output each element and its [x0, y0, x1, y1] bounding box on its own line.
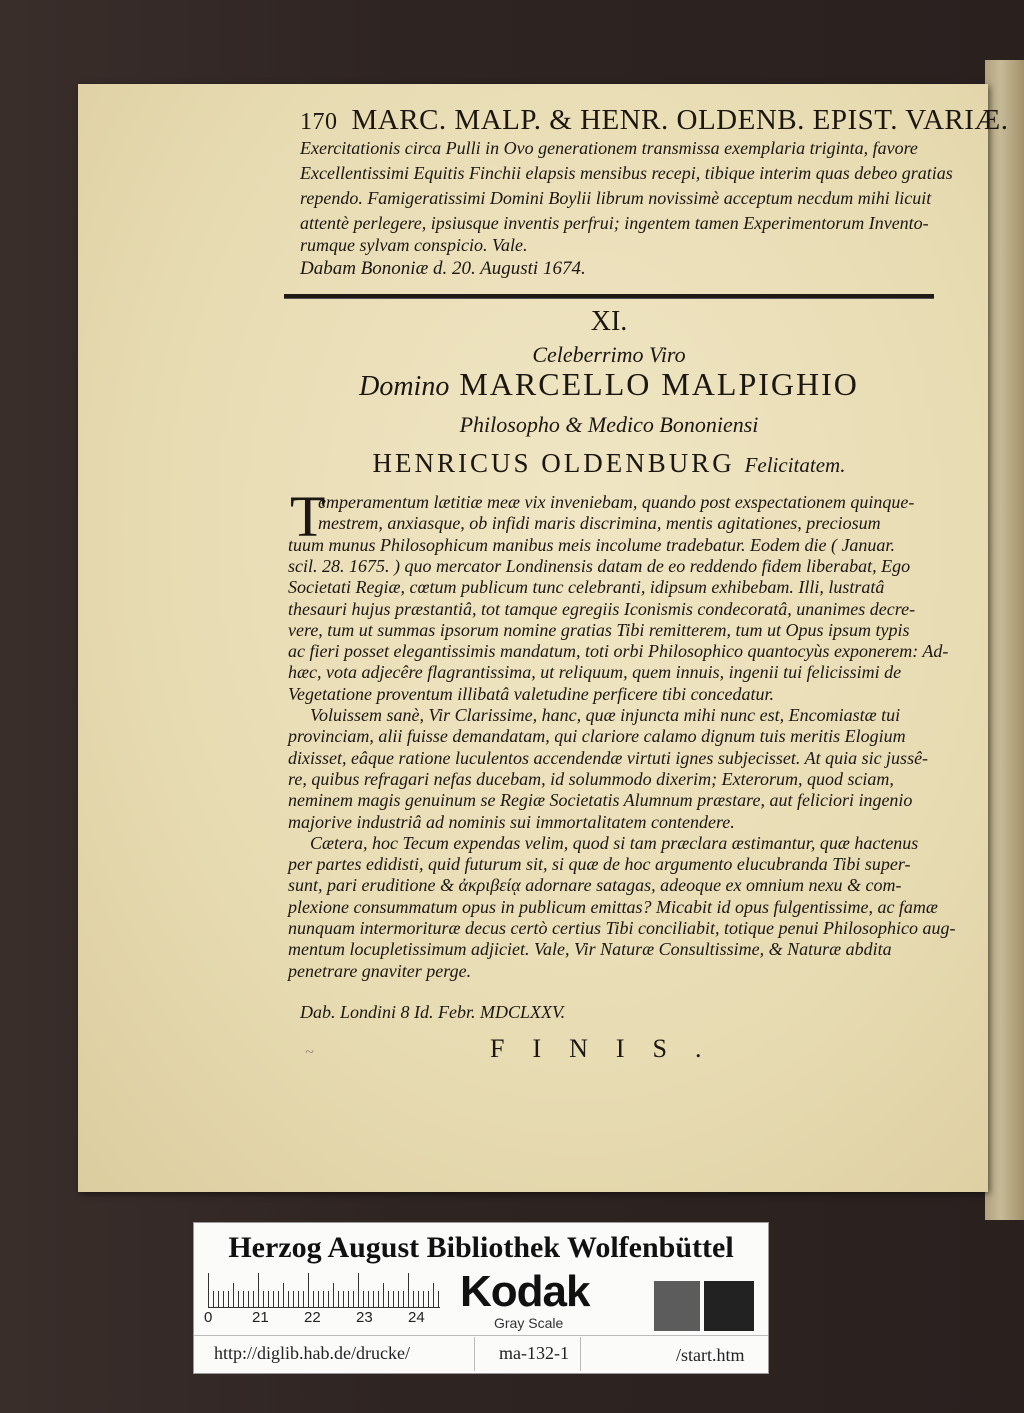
ruler-tick: [383, 1283, 384, 1307]
salutation-line-3: Philosopho & Medico Bononiensi: [459, 412, 759, 437]
ruler-tick: [263, 1291, 264, 1307]
section-rule: [284, 294, 934, 299]
ruler-tick: [283, 1283, 284, 1307]
gray-scale-label: Gray Scale: [494, 1315, 564, 1331]
ruler-tick: [423, 1291, 424, 1307]
text-line: dixisset, eâque ratione luculentos accendendæ virtuti ignes subjecisset. At quia sic jussê-: [288, 747, 929, 768]
ruler-tick: [428, 1291, 429, 1307]
text-line: hæc, vota adjecêre flagrantissima, ut reliquum, quem innuis, ingenii tui felicissimi de: [288, 662, 902, 683]
salutation-domino: Domino: [359, 371, 450, 402]
ruler-tick: [258, 1273, 259, 1307]
ruler-tick: [393, 1291, 394, 1307]
ruler-tick: [318, 1291, 319, 1307]
salutation-line-1: Celeberrimo Viro: [532, 342, 686, 367]
ruler-tick: [278, 1291, 279, 1307]
ruler-number: 22: [304, 1309, 321, 1326]
ruler-tick: [333, 1283, 334, 1307]
text-line: per partes edidisti, quid futurum sit, si quæ de hoc argumento elucubranda Tibi super-: [288, 854, 911, 875]
text-line: mentum locupletissimum adjiciet. Vale, Vir Naturæ Consultissime, & Naturæ abdita: [288, 939, 892, 960]
sender-name: HENRICUS OLDENBURG: [372, 448, 735, 478]
card-divider: [474, 1337, 475, 1371]
text-line: Vegetatione proventum illibatâ valetudine perficere tibi concedatur.: [288, 683, 775, 704]
page-number: 170: [300, 109, 338, 135]
text-line: re, quibus refragari nefas ducebam, id solummodo dixerim; Exterorum, quod sciam,: [288, 768, 894, 789]
ruler-tick: [363, 1291, 364, 1307]
ruler-tick: [403, 1291, 404, 1307]
text-line: Excellentissimi Equitis Finchii elapsis mensibus recepi, tibique interim quas debeo gratias: [300, 163, 953, 183]
salutation-recipient: [284, 366, 934, 403]
text-line: tuum munus Philosophicum manibus meis incolume tradebatur. Eodem die ( Januar.: [288, 534, 895, 555]
ruler-tick: [223, 1291, 224, 1307]
ruler-tick: [373, 1291, 374, 1307]
ruler-tick: [388, 1291, 389, 1307]
ruler-tick: [418, 1291, 419, 1307]
ruler-tick: [238, 1291, 239, 1307]
text-line: rumque sylvam conspicio. Vale.: [300, 235, 528, 255]
dark-patch: [704, 1281, 754, 1331]
ruler-tick: [208, 1273, 209, 1307]
ruler-tick: [408, 1273, 409, 1307]
ruler-number: 0: [204, 1309, 213, 1326]
ruler-number: 24: [408, 1309, 425, 1326]
start-page: /start.htm: [676, 1345, 745, 1365]
letter-number: XI.: [590, 306, 628, 337]
ruler-tick: [353, 1291, 354, 1307]
card-divider: [580, 1337, 581, 1371]
previous-letter-date: Dabam Bononiæ d. 20. Augusti 1674.: [300, 258, 586, 279]
ruler-tick: [313, 1291, 314, 1307]
text-line: Cætera, hoc Tecum expendas velim, quod si tam præclara æstimantur, quæ hactenus: [310, 832, 919, 853]
letter-date: Dab. Londini 8 Id. Febr. MDCLXXV.: [300, 1002, 566, 1022]
text-line: scil. 28. 1675. ) quo mercator Londinensis datam de eo reddendo fidem liberabat, Ego: [288, 555, 911, 576]
ruler-tick: [343, 1291, 344, 1307]
text-line: Exercitationis circa Pulli in Ovo generationem transmissa exemplaria triginta, favore: [300, 138, 918, 158]
ruler-number: 21: [252, 1309, 269, 1326]
ruler-tick: [248, 1291, 249, 1307]
text-line: majorive industriâ ad nominis sui immortalitatem contendere.: [288, 811, 735, 832]
ruler-tick: [348, 1291, 349, 1307]
text-line: mestrem, anxiasque, ob infidi maris discrimina, mentis agitationes, preciosum: [318, 513, 881, 534]
ruler-tick: [288, 1291, 289, 1307]
ruler-tick: [273, 1291, 274, 1307]
library-name: Herzog August Bibliothek Wolfenbüttel: [228, 1231, 734, 1264]
ruler-tick: [413, 1291, 414, 1307]
ruler-tick: [228, 1291, 229, 1307]
text-line: penetrare gnaviter perge.: [288, 960, 472, 981]
ruler-tick: [378, 1291, 379, 1307]
ruler-tick: [438, 1291, 439, 1307]
ruler-tick: [293, 1291, 294, 1307]
ruler-number: 23: [356, 1309, 373, 1326]
source-url: http://diglib.hab.de/drucke/: [214, 1343, 410, 1363]
kodak-target-card: [193, 1222, 769, 1374]
sender-line: [284, 448, 934, 479]
card-divider: [194, 1335, 768, 1336]
ruler-tick: [233, 1283, 234, 1307]
text-line: Voluissem sanè, Vir Clarissime, hanc, quæ injuncta mihi nunc est, Encomiastæ tui: [310, 705, 901, 725]
ruler-tick: [368, 1291, 369, 1307]
ruler-tick: [303, 1291, 304, 1307]
text-line: emperamentum lætitiæ meæ vix inveniebam, quando post exspectationem quinque-: [318, 492, 915, 512]
text-line: attentè perlegere, ipsiusque inventis perfrui; ingentem tamen Experimentorum Invento-: [300, 213, 929, 233]
ruler-tick: [243, 1291, 244, 1307]
adjacent-page-edge: [985, 60, 1024, 1220]
ruler-tick: [268, 1291, 269, 1307]
sender-greeting: Felicitatem.: [744, 453, 846, 477]
ruler-tick: [298, 1291, 299, 1307]
ruler-scale: [208, 1271, 440, 1308]
running-title: MARC. MALP. & HENR. OLDENB. EPIST. VARIÆ.: [351, 104, 1009, 136]
ruler-tick: [253, 1291, 254, 1307]
shelf-code: ma-132-1: [499, 1343, 569, 1363]
ruler-tick: [398, 1291, 399, 1307]
ruler-tick: [433, 1283, 434, 1307]
ruler-tick: [323, 1291, 324, 1307]
text-line: vere, tum ut summas ipsorum nomine gratias Tibi remitterem, tum ut Opus ipsum typis: [288, 619, 910, 640]
ruler-tick: [328, 1291, 329, 1307]
kodak-logo: Kodak: [460, 1267, 590, 1316]
text-line: thesauri hujus præstantiâ, tot tamque egregiis Iconismis condecoratâ, unanimes decre-: [288, 598, 916, 619]
text-line: nunquam intermorituræ decus certò certius Tibi conciliabit, totique penui Philosophico aug-: [288, 918, 956, 938]
margin-smudge: ~: [305, 1044, 314, 1061]
ruler-tick: [338, 1291, 339, 1307]
gray-patch: [654, 1281, 700, 1331]
ruler-tick: [358, 1273, 359, 1307]
ruler-tick: [218, 1291, 219, 1307]
running-header: [300, 104, 1008, 137]
text-line: provinciam, alii fuisse demandatam, qui clariore calamo dignum tuis meritis Elogium: [288, 726, 906, 747]
text-line: ac fieri posset elegantissimis mandatum, toti orbi Philosophico quantocyùs exponerem: Ad-: [288, 641, 949, 662]
text-line: plexione consummatum opus in publicum emittas? Micabit id opus fulgentissime, ac famæ: [288, 896, 938, 917]
text-line: rependo. Famigeratissimi Domini Boylii librum novissimè acceptum necdum mihi licuit: [300, 188, 932, 208]
text-line: Societati Regiæ, cœtum publicum tunc celebranti, idipsum exhibebam. Illi, lustratâ: [288, 577, 885, 598]
ruler-tick: [308, 1273, 309, 1307]
text-line: sunt, pari eruditione & ἀκριβείᾳ adornare satagas, adeoque ex omnium nexu & com-: [288, 875, 902, 896]
recipient-name: MARCELLO MALPIGHIO: [459, 366, 859, 402]
ruler-tick: [213, 1291, 214, 1307]
text-line: neminem magis genuinum se Regiæ Societatis Alumnum præstare, aut feliciori ingenio: [288, 790, 913, 811]
drop-cap: T: [290, 484, 326, 549]
finis: FINIS.: [490, 1034, 730, 1063]
